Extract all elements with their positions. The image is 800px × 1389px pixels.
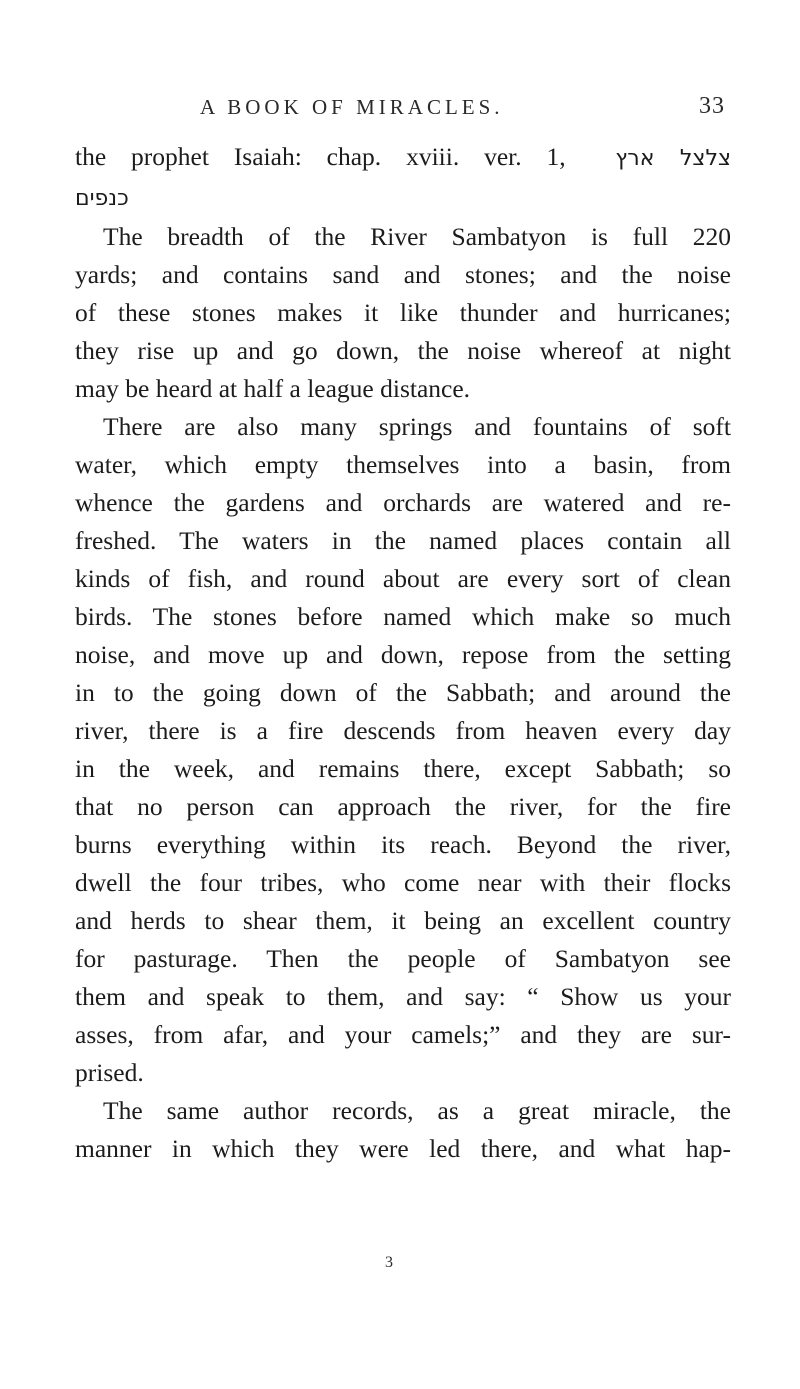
- text-line: of these stones makes it like thunder and hurricanes;: [75, 298, 731, 327]
- text-line: asses, from afar, and your camels;” and they are sur-: [75, 1020, 731, 1049]
- text-line: in to the going down of the Sabbath; and around the: [75, 678, 731, 707]
- text-line: manner in which they were led there, and what hap-: [75, 1134, 731, 1163]
- text-line: [75, 138, 731, 178]
- text-line: river, there is a fire descends from heaven every day: [75, 716, 731, 745]
- body-text: [75, 138, 731, 1168]
- text-line: noise, and move up and down, repose from the setting: [75, 640, 731, 669]
- paragraph-river-breadth: [75, 218, 731, 408]
- continuation-paragraph: [75, 138, 731, 218]
- text-line: they rise up and go down, the noise whereof at night: [75, 336, 731, 365]
- text-line: whence the gardens and orchards are watered and re-: [75, 488, 731, 517]
- text-line: water, which empty themselves into a basin, from: [75, 450, 731, 479]
- text-line: prised.: [75, 1058, 144, 1087]
- text-line: birds. The stones before named which make so much: [75, 602, 731, 631]
- text-line: kinds of fish, and round about are every sort of clean: [75, 564, 731, 593]
- text-line: and herds to shear them, it being an excellent country: [75, 906, 731, 935]
- text-line: The breadth of the River Sambatyon is full 220: [103, 222, 731, 251]
- text-line: The same author records, as a great miracle, the: [103, 1096, 731, 1125]
- running-head-title: A BOOK OF MIRACLES.: [200, 95, 504, 119]
- text-line: burns everything within its reach. Beyond the river,: [75, 830, 731, 859]
- text-line: may be heard at half a league distance.: [75, 374, 471, 403]
- text-line: yards; and contains sand and stones; and the noise: [75, 260, 731, 289]
- text-line: There are also many springs and fountains of soft: [103, 412, 731, 441]
- text-line: in the week, and remains there, except Sabbath; so: [75, 754, 731, 783]
- line-text: the prophet Isaiah: chap. xviii. ver. 1,: [75, 142, 566, 171]
- text-line: [75, 178, 731, 218]
- signature-mark: 3: [385, 1254, 393, 1271]
- hebrew-phrase: צלצל ארץ: [615, 146, 732, 171]
- text-line: them and speak to them, and say: “ Show us your: [75, 982, 731, 1011]
- hebrew-word: כנפים: [75, 186, 129, 211]
- text-line: for pasturage. Then the people of Sambatyon see: [75, 944, 731, 973]
- text-line: that no person can approach the river, for the fire: [75, 792, 731, 821]
- text-line: freshed. The waters in the named places contain all: [75, 526, 731, 555]
- text-line: dwell the four tribes, who come near with their flocks: [75, 868, 731, 897]
- page-number: 33: [699, 93, 725, 119]
- paragraph-same-author: [75, 1092, 731, 1168]
- paragraph-springs: [75, 408, 731, 1092]
